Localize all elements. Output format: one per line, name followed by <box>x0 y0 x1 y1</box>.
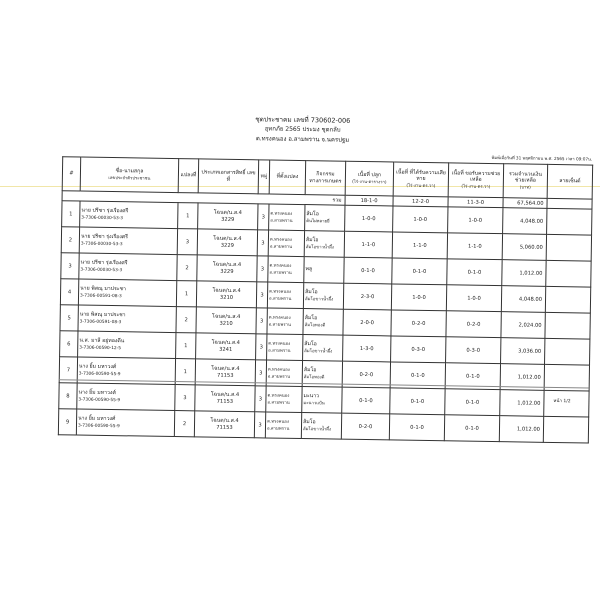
row-activity <box>302 387 342 414</box>
row-deed <box>195 385 255 412</box>
row-location <box>268 230 304 257</box>
document-subtitle: อุทกภัย 2565 ประมง ชุดกลับ <box>264 125 341 134</box>
row-deed-type: โฉนด/น.ส.4 <box>210 417 239 424</box>
row-moo: 3 <box>256 282 267 308</box>
row-amount: 1,012.00 <box>500 390 544 417</box>
row-district: อ.สามพราน <box>270 218 293 224</box>
col-location: ที่ตั้งแปลง <box>269 160 306 195</box>
row-deed-no: 71153 <box>216 372 234 379</box>
row-activity-variety: มะนาวแป้น <box>303 400 325 406</box>
row-deed-no: 3229 <box>220 242 234 249</box>
row-plot: 2 <box>177 255 197 281</box>
row-plot: 2 <box>176 307 196 333</box>
col-plot: แปลงที่ <box>178 159 199 193</box>
row-location <box>267 282 303 309</box>
row-assist: 0-3-0 <box>446 337 501 364</box>
col-signature: ลายเซ็นต์ <box>547 164 593 199</box>
row-citizen-id: 3-7306-00590-55-9 <box>78 397 121 403</box>
document-location: ต.ทรงคนอง อ.สามพราน จ.นครปฐม <box>255 135 350 144</box>
row-location <box>268 256 304 283</box>
row-damaged: 0-1-0 <box>390 388 445 415</box>
row-amount: 4,048.00 <box>503 208 547 235</box>
row-deed-no: 3229 <box>221 216 235 223</box>
row-deed <box>197 229 257 256</box>
row-activity-main: ส้มโอ <box>303 366 317 373</box>
row-activity <box>305 205 345 232</box>
col-activity: กิจกรรม ทางการเกษตร <box>305 161 346 196</box>
document-title: ชุดประชาคม เลขที่ 730602-006 <box>255 115 351 125</box>
row-no: 9 <box>58 409 76 435</box>
row-area: 1-3-0 <box>343 335 391 362</box>
row-plot: 1 <box>176 281 196 307</box>
row-activity <box>304 231 344 258</box>
row-person <box>78 305 176 333</box>
col-moo: หมู่ <box>258 160 270 194</box>
col-damaged-label: เนื้อที่ ที่ได้รับความเสียหาย <box>396 169 446 183</box>
row-no: 7 <box>59 357 77 383</box>
row-subdistrict: ต.ทรงคนอง <box>267 393 290 399</box>
row-area: 0-2-0 <box>341 413 389 440</box>
row-person <box>76 409 174 437</box>
row-district: อ.สามพราน <box>269 270 292 276</box>
row-location <box>269 204 305 231</box>
row-activity-main: ส้มโอ <box>304 340 317 347</box>
row-citizen-id: 3-7306-00590-55-9 <box>78 371 121 377</box>
row-activity-variety: ส้มโอขาวน้ำผึ้ง <box>304 348 333 355</box>
row-activity-main: พลู <box>305 266 313 273</box>
col-amount-label: รวมจำนวนเงิน ช่วยเหลือ <box>508 171 543 184</box>
row-plot: 3 <box>175 385 195 411</box>
row-location <box>265 412 301 439</box>
row-district: อ.สามพราน <box>268 322 291 328</box>
row-assist: 0-1-0 <box>444 415 499 442</box>
row-deed <box>197 255 257 282</box>
row-name: น.ส. มาลี อยู่ทองดีน <box>79 337 125 344</box>
row-citizen-id: 3-7306-00030-53-3 <box>81 215 124 221</box>
row-subdistrict: ต.ทรงคนอง <box>267 418 290 425</box>
row-activity <box>301 413 341 440</box>
row-citizen-id: 3-7306-00030-53-3 <box>80 267 123 273</box>
row-name: นาย พิสณุ มาประชา <box>79 311 126 318</box>
row-damaged: 1-0-0 <box>391 284 446 311</box>
row-assist: 0-1-0 <box>447 259 502 286</box>
row-damaged: 0-3-0 <box>391 336 446 363</box>
totals-area: 18-1-0 <box>345 195 393 206</box>
totals-label: รวม <box>62 191 345 205</box>
col-area <box>345 161 394 196</box>
col-name <box>80 157 179 193</box>
row-name: นาง ยิ้ม มหาวงศ์ <box>78 363 117 370</box>
row-area: 2-3-0 <box>343 283 391 310</box>
row-citizen-id: 3-7306-00030-53-3 <box>80 241 123 247</box>
row-activity-variety: ส้มโอทองดี <box>304 322 326 328</box>
row-activity <box>303 283 343 310</box>
row-location <box>267 334 303 361</box>
row-assist: 0-1-0 <box>445 389 500 416</box>
row-damaged: 0-2-0 <box>391 310 446 337</box>
row-damaged: 0-1-0 <box>389 414 444 441</box>
row-deed-type: โฉนด/น.ส.4 <box>211 365 240 372</box>
col-deed: ประเภทเอกสารสิทธิ์ เลขที่ <box>198 159 259 194</box>
totals-damaged: 12-2-0 <box>393 196 448 207</box>
row-signature-cell <box>545 286 590 313</box>
row-no: 2 <box>61 227 79 253</box>
row-amount: 2,024.00 <box>501 312 545 339</box>
row-activity-main: ส้มโอ <box>305 288 318 295</box>
row-deed-no: 71153 <box>216 424 233 431</box>
row-damaged: 0-1-0 <box>390 362 445 389</box>
row-deed-type: โฉนด/น.ส.4 <box>212 313 241 320</box>
row-assist: 1-0-0 <box>446 285 501 312</box>
row-subdistrict: ต.ทรงคนอง <box>268 341 291 347</box>
col-name-label: ชื่อ-นามสกุล <box>115 168 144 175</box>
row-deed <box>198 203 258 230</box>
row-activity-variety: ส้มโอทองดี <box>303 374 325 380</box>
row-signature-cell <box>545 312 590 339</box>
row-name: นาย ปรีชา รุ่งเรืองศรี <box>80 233 128 240</box>
row-no: 3 <box>61 253 79 279</box>
row-district: อ.สามพราน <box>268 348 291 354</box>
row-damaged: 1-0-0 <box>393 206 448 233</box>
row-district: อ.สามพราน <box>269 244 293 250</box>
row-amount: 5,060.00 <box>502 234 546 261</box>
row-moo: 3 <box>257 230 268 256</box>
row-person <box>78 279 176 307</box>
row-name: นาง ยิ้ม มหาวงศ์ <box>78 415 116 422</box>
col-no: # <box>62 157 81 191</box>
row-amount: 3,036.00 <box>501 338 545 365</box>
row-activity-main: มะนาว <box>303 392 320 399</box>
col-damaged <box>393 162 449 197</box>
row-no: 6 <box>60 331 78 357</box>
row-assist: 0-2-0 <box>446 311 501 338</box>
row-district: อ.สามพราน <box>267 400 290 406</box>
row-activity <box>303 335 343 362</box>
row-activity <box>304 257 344 284</box>
col-assist <box>448 163 504 198</box>
row-district: อ.สามพราน <box>267 374 291 380</box>
row-district: อ.สามพราน <box>266 425 290 432</box>
row-plot: 2 <box>174 411 194 437</box>
row-subdistrict: ต.ทรงคนอง <box>268 315 291 321</box>
col-amount <box>503 164 548 199</box>
row-name: นาย พิสณุ มาประชา <box>80 285 127 292</box>
row-assist: 0-1-0 <box>445 363 500 390</box>
row-plot: 1 <box>175 359 195 385</box>
row-subdistrict: ต.ทรงคนอง <box>269 263 292 269</box>
totals-amount: 67,564.00 <box>503 198 547 209</box>
row-activity-variety: ส้มโอขาวน้ำผึ้ง <box>305 244 334 251</box>
row-signature-cell <box>547 208 592 235</box>
row-subdistrict: ต.ทรงคนอง <box>269 289 292 295</box>
row-deed <box>196 333 256 360</box>
row-area: 0-2-0 <box>342 361 390 388</box>
row-amount: 1,012.00 <box>502 260 546 287</box>
row-plot: 3 <box>177 229 197 255</box>
row-citizen-id: 3-7306-00591-08-3 <box>79 319 122 325</box>
row-person <box>77 383 175 411</box>
row-deed-type: โฉนด/น.ส.4 <box>213 209 243 216</box>
row-moo: 3 <box>255 360 266 386</box>
row-amount: 4,048.00 <box>501 286 545 313</box>
row-deed <box>194 411 254 438</box>
row-person <box>79 227 177 255</box>
row-activity-main: ส้มโอ <box>306 210 319 217</box>
row-subdistrict: ต.ทรงคนอง <box>270 211 293 217</box>
row-name: นาย ปรีชา รุ่งเรืองศรี <box>81 207 129 214</box>
row-signature-cell <box>546 234 591 261</box>
row-district: อ.สามพราน <box>268 296 292 302</box>
row-area: 0-1-0 <box>342 387 390 414</box>
row-activity-main: ส้มโอ <box>303 418 316 425</box>
row-activity <box>303 309 343 336</box>
row-activity-variety: ส้มโอขาวน้ำผึ้ง <box>302 426 332 433</box>
row-citizen-id: 3-7306-00590-12-5 <box>79 345 122 351</box>
row-area: 2-0-0 <box>343 309 391 336</box>
row-location <box>267 308 303 335</box>
row-activity-variety: ส้มโอขาวน้ำผึ้ง <box>304 296 334 303</box>
printed-timestamp: พิมพ์เมื่อวันที่ 31 พฤศจิกายน พ.ศ. 2565 เวลา 09:07น. <box>491 154 593 162</box>
row-activity-main: ส้มโอ <box>305 236 319 243</box>
row-deed-no: 3229 <box>220 268 234 275</box>
row-activity-variety: ต้นไผ่หลายยี่ <box>306 218 330 224</box>
row-citizen-id: 3-7306-00590-55-9 <box>77 423 120 429</box>
row-subdistrict: ต.ทรงคนอง <box>269 237 292 243</box>
row-deed <box>196 281 256 308</box>
row-no: 8 <box>59 383 77 409</box>
row-area: 0-1-0 <box>344 257 392 284</box>
col-assist-label: เนื้อที่ ขอรับความช่วยเหลือ <box>451 170 501 184</box>
row-deed <box>196 307 256 334</box>
page-number: หน้า 1/2 <box>553 398 571 405</box>
row-moo: 3 <box>256 334 267 360</box>
row-area: 1-1-0 <box>344 231 392 258</box>
row-signature-cell <box>545 338 590 365</box>
row-location <box>266 386 302 413</box>
row-deed-no: 3241 <box>219 346 233 353</box>
row-deed-type: โฉนด/น.ส.4 <box>213 235 242 242</box>
row-area: 1-0-0 <box>345 205 393 232</box>
row-person <box>80 201 178 229</box>
row-assist: 1-0-0 <box>448 207 503 234</box>
row-deed-type: โฉนด/น.ส.4 <box>210 391 240 398</box>
row-no: 4 <box>60 279 78 305</box>
col-area-label: เนื้อที่ ปลูก <box>357 171 382 179</box>
row-moo: 3 <box>258 204 269 230</box>
row-plot: 1 <box>176 333 196 359</box>
row-moo: 3 <box>257 256 268 282</box>
row-plot: 1 <box>178 203 198 229</box>
row-amount: 1,012.00 <box>499 416 543 443</box>
row-deed-no: 3210 <box>219 294 234 301</box>
row-moo: 3 <box>254 412 265 438</box>
row-moo: 3 <box>256 308 267 334</box>
col-area-sub: (ไร่-งาน-ตารางวา) <box>352 178 387 184</box>
col-amount-sub: (บาท) <box>519 184 531 190</box>
col-name-sub: เลขประจำตัวประชาชน <box>108 174 151 181</box>
row-person <box>79 253 177 281</box>
row-person <box>78 331 176 359</box>
row-assist: 1-1-0 <box>447 233 502 260</box>
row-amount: 1,012.00 <box>500 364 544 391</box>
row-no: 5 <box>60 305 78 331</box>
col-damaged-sub: (ไร่-งาน-ตร.วา) <box>406 182 436 188</box>
row-signature-cell <box>546 260 591 287</box>
totals-signature-cell <box>547 198 592 209</box>
row-deed-no: 71153 <box>216 398 234 405</box>
row-signature-cell <box>543 416 588 443</box>
row-damaged: 1-1-0 <box>392 232 447 259</box>
row-name: นาย ปรีชา รุ่งเรืองศรี <box>80 259 128 266</box>
row-subdistrict: ต.ทรงคนอง <box>267 367 290 373</box>
row-citizen-id: 3-7306-00591-08-3 <box>80 293 122 299</box>
row-moo: 3 <box>255 386 266 412</box>
row-deed-no: 3210 <box>219 320 233 327</box>
row-name: นาง ยิ้ม มหาวงศ์ <box>78 389 116 396</box>
row-no: 1 <box>62 201 80 227</box>
row-deed-type: โฉนด/น.ส.4 <box>211 339 241 346</box>
row-deed-type: โฉนด/น.ส.4 <box>212 261 242 268</box>
col-assist-sub: (ไร่-งาน-ตร.วา) <box>461 183 491 189</box>
assistance-table <box>58 156 593 443</box>
row-activity-main: ส้มโอ <box>304 314 318 321</box>
row-damaged: 0-1-0 <box>392 258 447 285</box>
row-deed-type: โฉนด/น.ส.4 <box>212 287 241 294</box>
totals-assist: 11-3-0 <box>448 197 503 208</box>
